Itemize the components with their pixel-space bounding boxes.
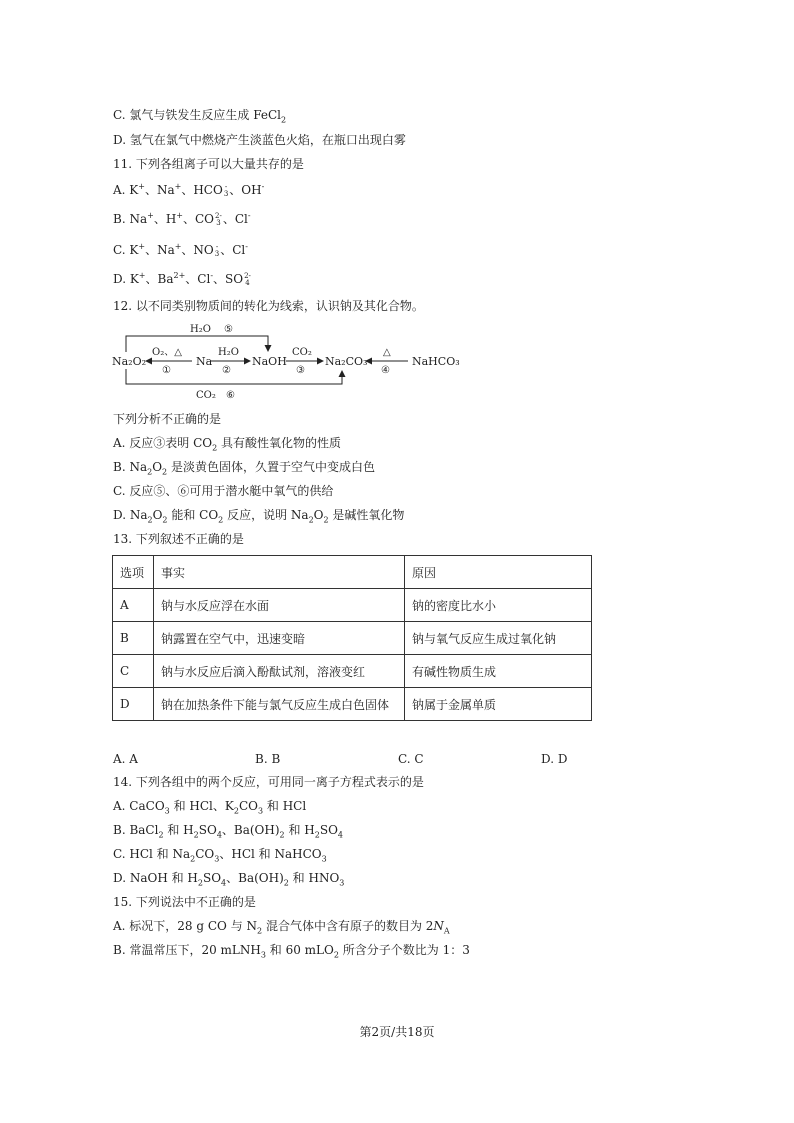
q10-option-d: D. 氢气在氯气中燃烧产生淡蓝色火焰，在瓶口出现白雾 <box>113 133 406 147</box>
table-header-row <box>113 556 592 589</box>
table-row <box>113 655 592 688</box>
q12-option-d: D. $Na_2O_2$ 能和 $CO_2$ 反应，说明 $Na_2O_2$ 是碱性氧化物 <box>113 508 405 525</box>
table-cell: C <box>113 655 154 688</box>
table-cell: 钠的密度比水小 <box>405 589 592 622</box>
table-header-cell: 事实 <box>154 556 405 589</box>
r6-num: ⑥ <box>226 390 235 401</box>
q12-option-a: A. 反应③表明 $CO_2$ 具有酸性氧化物的性质 <box>113 436 342 453</box>
q13-option-c: C. C <box>398 752 424 766</box>
q15-option-a: A. 标况下，28 g CO 与 $N_2$ 混合气体中含有原子的数目为 $2N_A$ <box>113 919 450 936</box>
table-cell: 钠在加热条件下能与氯气反应生成白色固体 <box>154 688 405 721</box>
q11-option-b: B. Na+、H+、CO 2- 3 、Cl- <box>113 211 251 227</box>
q14-option-a: A. CaCO$_3$ 和 HCl、$K_2CO_3$ 和 HCl <box>113 799 307 816</box>
q12-option-b: B. $Na_2O_2$ 是淡黄色固体，久置于空气中变成白色 <box>113 460 375 477</box>
node-na2o2: Na₂O₂ <box>112 355 147 368</box>
table-header-cell: 选项 <box>113 556 154 589</box>
table-cell: 钠属于金属单质 <box>405 688 592 721</box>
r3-label: CO₂ <box>292 347 312 358</box>
table-header-cell: 原因 <box>405 556 592 589</box>
node-na2co3: Na₂CO₃ <box>325 355 368 368</box>
q14-stem: 14. 下列各组中的两个反应，可用同一离子方程式表示的是 <box>113 775 424 789</box>
q11-option-d: D. K+、$Ba^{2+}$、Cl-、SO 2- 4 <box>113 271 251 287</box>
arrow-r5 <box>126 336 268 352</box>
q14-option-d: D. NaOH 和 $H_2SO_4$、$Ba(OH)_2$ 和 $HNO_3$ <box>113 871 345 888</box>
table-cell: 钠与水反应后滴入酚酞试剂，溶液变红 <box>154 655 405 688</box>
table-cell: 有碱性物质生成 <box>405 655 592 688</box>
table-cell: 钠与水反应浮在水面 <box>154 589 405 622</box>
q12-stem: 12. 以不同类别物质间的转化为线索，认识钠及其化合物。 <box>113 299 424 313</box>
q11-option-c: C. K+、Na+、NO - 3 、Cl- <box>113 242 248 258</box>
q14-option-b: B. BaCl$_2$ 和 $H_2SO_4$、$Ba(OH)_2$ 和 $H_2SO_4$ <box>113 823 343 840</box>
node-naoh: NaOH <box>252 355 287 368</box>
q15-option-b: B. 常温常压下，20 mLNH$_3$ 和 60 mLO$_2$ 所含分子个数比为 1：3 <box>113 943 470 960</box>
node-nahco3: NaHCO₃ <box>412 355 460 368</box>
r3-num: ③ <box>296 365 305 376</box>
table-cell: 钠与氧气反应生成过氧化钠 <box>405 622 592 655</box>
arrow-r6 <box>126 369 342 384</box>
r1-num: ① <box>162 365 171 376</box>
r4-label: △ <box>383 347 391 358</box>
q11-stem: 11. 下列各组离子可以大量共存的是 <box>113 157 304 171</box>
node-na: Na <box>196 355 213 368</box>
r4-num: ④ <box>381 365 390 376</box>
q13-option-a: A. A <box>113 752 138 766</box>
q10-option-c: C. 氯气与铁发生反应生成 FeCl$_2$ <box>113 108 287 125</box>
q13-option-d: D. D <box>541 752 568 766</box>
table-cell: A <box>113 589 154 622</box>
q13-table <box>112 555 592 721</box>
q12-option-c: C. 反应⑤、⑥可用于潜水艇中氧气的供给 <box>113 484 334 498</box>
table-row <box>113 589 592 622</box>
q11-option-a: A. K+、Na+、HCO - 3 、OH- <box>113 182 265 198</box>
table-cell: D <box>113 688 154 721</box>
page-number: 第2页/共18页 <box>359 1025 435 1039</box>
table-row <box>113 622 592 655</box>
r1-label: O₂、△ <box>152 347 182 358</box>
r2-num: ② <box>222 365 231 376</box>
r5-num: ⑤ <box>224 324 233 335</box>
r5-label: H₂O <box>190 324 211 335</box>
q12-prompt: 下列分析不正确的是 <box>113 412 222 426</box>
table-cell: 钠露置在空气中，迅速变暗 <box>154 622 405 655</box>
r2-label: H₂O <box>218 347 239 358</box>
sodium-conversion-diagram <box>110 318 470 404</box>
table-row <box>113 688 592 721</box>
q14-option-c: C. HCl 和 $Na_2CO_3$、HCl 和 NaHCO$_3$ <box>113 847 327 864</box>
r6-label: CO₂ <box>196 390 216 401</box>
q13-stem: 13. 下列叙述不正确的是 <box>113 532 244 546</box>
q15-stem: 15. 下列说法中不正确的是 <box>113 895 256 909</box>
table-cell: B <box>113 622 154 655</box>
q13-option-b: B. B <box>255 752 281 766</box>
